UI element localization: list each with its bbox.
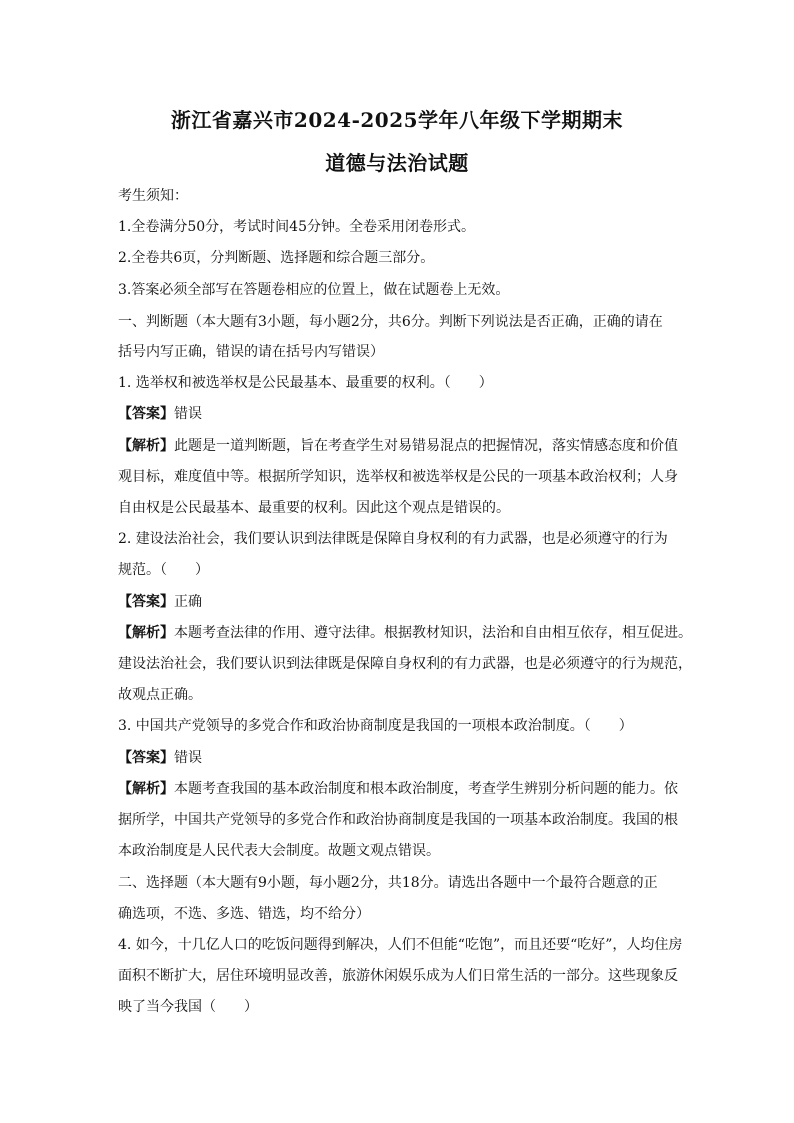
q1-analysis xyxy=(118,436,678,456)
answer-value: 正确 xyxy=(174,594,202,610)
q3-stem: 3. 中国共产党领导的多党合作和政治协商制度是我国的一项根本政治制度。（ ） xyxy=(118,718,633,734)
q2-stem-cont: 规范。（ ） xyxy=(118,562,209,578)
notice-item-1: 1.全卷满分50分，考试时间45分钟。全卷采用闭卷形式。 xyxy=(118,219,475,235)
q4-stem-line3: 映了当今我国（ ） xyxy=(118,999,258,1015)
q2-analysis-line2: 建设法治社会，我们要认识到法律既是保障自身权利的有力武器，也是必须遵守的行为规范， xyxy=(118,656,692,672)
q1-answer xyxy=(118,404,202,424)
q1-stem: 1. 选举权和被选举权是公民最基本、最重要的权利。（ ） xyxy=(118,375,493,391)
section2-heading-cont: 确选项，不选、多选、错选，均不给分） xyxy=(118,906,370,922)
answer-tag: 【答案】 xyxy=(118,406,174,422)
section1-heading-cont: 括号内写正确，错误的请在括号内写错误） xyxy=(118,344,384,360)
answer-value: 错误 xyxy=(174,750,202,766)
q3-analysis-line3: 本政治制度是人民代表大会制度。故题文观点错误。 xyxy=(118,843,440,859)
exam-title: 浙江省嘉兴市2024-2025学年八年级下学期期末 xyxy=(170,108,624,132)
analysis-tag: 【解析】 xyxy=(118,781,174,797)
analysis-text: 本题考查我国的基本政治制度和根本政治制度，考查学生辨别分析问题的能力。依 xyxy=(174,781,678,797)
q3-answer xyxy=(118,748,202,768)
exam-subtitle: 道德与法治试题 xyxy=(325,151,469,175)
notice-heading: 考生须知： xyxy=(118,188,188,204)
q2-analysis-line3: 故观点正确。 xyxy=(118,687,202,703)
answer-value: 错误 xyxy=(174,406,202,422)
q4-stem-line2: 面积不断扩大，居住环境明显改善，旅游休闲娱乐成为人们日常生活的一部分。这些现象反 xyxy=(118,968,678,984)
notice-item-2: 2.全卷共6页，分判断题、选择题和综合题三部分。 xyxy=(118,250,435,266)
answer-tag: 【答案】 xyxy=(118,750,174,766)
analysis-text: 本题考查法律的作用、遵守法律。根据教材知识，法治和自由相互依存，相互促进。 xyxy=(174,625,692,641)
notice-item-3: 3.答案必须全部写在答题卷相应的位置上，做在试题卷上无效。 xyxy=(118,282,510,298)
q1-analysis-line2: 观目标，难度值中等。根据所学知识，选举权和被选举权是公民的一项基本政治权利；人身 xyxy=(118,469,678,485)
analysis-text: 此题是一道判断题，旨在考查学生对易错易混点的把握情况，落实情感态度和价值 xyxy=(174,438,678,454)
q3-analysis-line2: 据所学，中国共产党领导的多党合作和政治协商制度是我国的一项基本政治制度。我国的根 xyxy=(118,812,678,828)
q2-answer xyxy=(118,592,202,612)
section2-heading: 二、选择题（本大题有9小题，每小题2分，共18分。请选出各题中一个最符合题意的正 xyxy=(118,875,658,891)
q2-stem: 2. 建设法治社会，我们要认识到法律既是保障自身权利的有力武器，也是必须遵守的行为 xyxy=(118,531,668,547)
q1-analysis-line3: 自由权是公民最基本、最重要的权利。因此这个观点是错误的。 xyxy=(118,500,510,516)
q2-analysis xyxy=(118,623,692,643)
answer-tag: 【答案】 xyxy=(118,594,174,610)
q4-stem: 4. 如今，十几亿人口的吃饭问题得到解决，人们不但能“吃饱”，而且还要“吃好”，人均住房 xyxy=(118,937,683,953)
analysis-tag: 【解析】 xyxy=(118,625,174,641)
analysis-tag: 【解析】 xyxy=(118,438,174,454)
q3-analysis xyxy=(118,779,678,799)
section1-heading: 一、判断题（本大题有3小题，每小题2分，共6分。判断下列说法是否正确，正确的请在 xyxy=(118,314,663,330)
